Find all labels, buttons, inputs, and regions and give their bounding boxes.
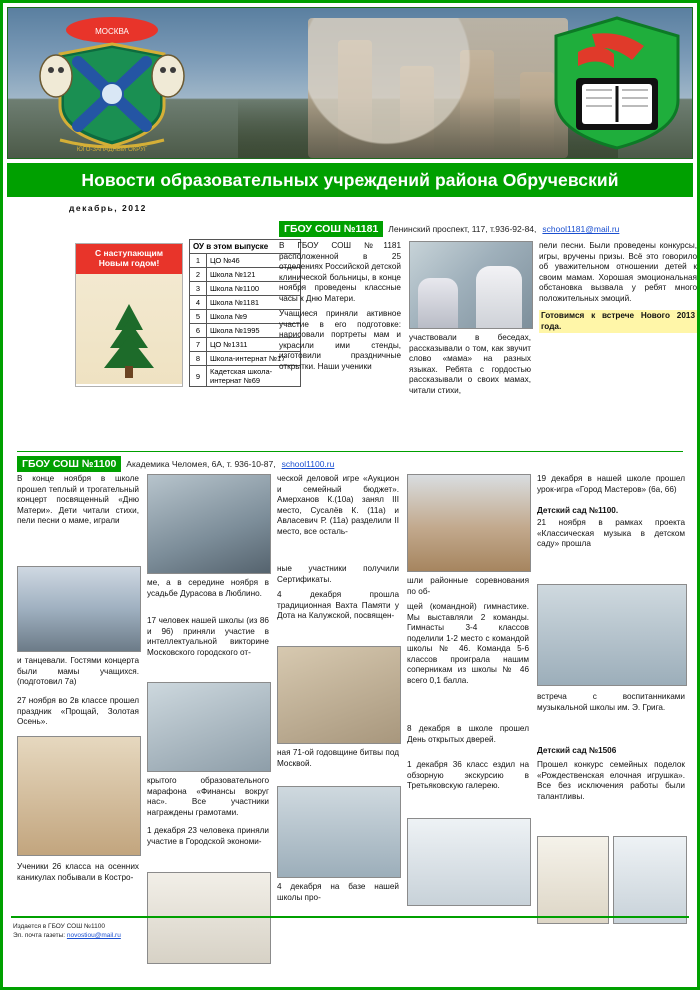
- article-1181-highlight: Готовимся к встрече Нового 2013 года.: [539, 310, 697, 333]
- article-1181-header: [279, 221, 697, 237]
- index-number: 4: [190, 296, 207, 310]
- article-1181-column-1: [279, 241, 401, 372]
- classroom-photo-1181: [409, 241, 533, 329]
- greeting-banner: [76, 244, 182, 274]
- index-name: Школа-интернат №17: [207, 352, 301, 366]
- article-1100-colB-para-2: 17 человек нашей школы (из 86 и 96) приняли участие в интеллектуальной викторине Московского городского от-: [147, 616, 269, 657]
- article-1100-colD-para-3: 8 декабря в школе прошел День открытых дверей.: [407, 724, 529, 744]
- index-name: ЦО №1311: [207, 338, 301, 352]
- handmade-toys-photo: [147, 872, 271, 964]
- top-block: [7, 221, 697, 447]
- article-1100-colB-para-3: крытого образовательного марафона «Финансы вокруг нас». Все участники награждены грамотами.: [147, 776, 269, 817]
- index-number: 8: [190, 352, 207, 366]
- page-title: Новости образовательных учреждений района Обручевский: [7, 163, 693, 197]
- article-1100-colE-para-6: Прошел конкурс семейных поделок «Рождественская елочная игрушка». Все без исключения работы были талантливы.: [537, 760, 685, 801]
- article-1181-body: [279, 241, 697, 441]
- footer-divider: [11, 916, 689, 918]
- issue-date: декабрь, 2012: [69, 203, 147, 213]
- masthead-banner: [7, 7, 693, 159]
- greeting-line2: Новым годом!: [98, 258, 160, 268]
- index-name: Кадетская школа-интернат №69: [207, 366, 301, 387]
- tower-shape: [400, 66, 434, 150]
- article-1100-colB-para-4: 1 декабря 23 человека приняли участие в Городской экономи-: [147, 826, 269, 846]
- index-number: 1: [190, 254, 207, 268]
- wooden-horse-toy-photo: [537, 836, 609, 924]
- article-1100-colE-para-3: 21 ноября в рамках проекта «Классическая музыка в детском саду» прошла: [537, 518, 685, 548]
- index-name: Школа №1995: [207, 324, 301, 338]
- coat-of-arms-south-western-district-icon: [22, 14, 202, 152]
- article-1100-colC-para-3: 4 декабря прошла традиционная Вахта Памяти у Дота на Калужской, посвящен-: [277, 590, 399, 620]
- article-1181-column-2: [409, 333, 531, 396]
- article-1100-header: [17, 451, 683, 472]
- tower-shape: [460, 50, 494, 150]
- index-number: 2: [190, 268, 207, 282]
- article-1100-colC-para-5: 4 декабря на базе нашей школы про-: [277, 882, 399, 902]
- index-name: ЦО №46: [207, 254, 301, 268]
- index-name: Школа №1181: [207, 296, 301, 310]
- index-number: 5: [190, 310, 207, 324]
- index-number: 3: [190, 282, 207, 296]
- school-1181-email-link[interactable]: school1181@mail.ru: [542, 224, 620, 234]
- index-number: 7: [190, 338, 207, 352]
- article-1100-colC-para-4: ная 71-ой годовщине битвы под Москвой.: [277, 748, 399, 768]
- footer-publisher: Издается в ГБОУ СОШ №1100: [13, 922, 105, 930]
- tower-shape: [520, 72, 554, 150]
- gymnastics-competition-photo: [407, 474, 531, 572]
- article-1100-colB-para-1: ме, а в середине ноября в усадьбе Дурасова в Люблино.: [147, 578, 269, 598]
- tower-shape: [338, 40, 372, 150]
- footer-email-label: Эл. почта газеты:: [13, 931, 67, 939]
- kids-in-costumes-photo: [17, 736, 141, 856]
- index-name: Школа №121: [207, 268, 301, 282]
- article-1100-colD-para-2: щей (командной) гимнастике. Мы выставляли 2 команды. Гимнасты 3-4 классов поделили 1-2 место с командой школы № 46. Команда 5-6 классов проиграла нашим соперникам из школы № 46 всего 0,1 балла.: [407, 602, 529, 685]
- index-name: Школа №1100: [207, 282, 301, 296]
- footer-email-link[interactable]: novostiou@mail.ru: [66, 931, 121, 939]
- school-1100-badge: ГБОУ СОШ №1100: [17, 456, 121, 472]
- svg-text:МОСКВА: МОСКВА: [95, 27, 129, 36]
- children-group-winter-photo: [407, 818, 531, 906]
- article-1181-para-4: пели песни. Были проведены конкурсы, игры, вручены призы. Всё это говорило об уважительном отношении детей к своим мамам. Хорошая эмоциональная обстановка вызвала у ребят много положительных эмоций.: [539, 241, 697, 303]
- school-1181-address: Ленинский проспект, 117, т.936-92-84,: [388, 224, 537, 234]
- concert-hall-photo: [17, 566, 141, 652]
- article-1100-colA-para-3: 27 ноября во 2в классе прошел праздник «Прощай, Золотая Осень».: [17, 696, 139, 726]
- school-corridor-photo: [277, 786, 401, 878]
- issue-date-row: [7, 199, 693, 221]
- content-area: [7, 221, 697, 944]
- article-1100-colA-para-4: Ученики 26 класса на осенних каникулах побывали в Костро-: [17, 862, 139, 882]
- new-year-tree-photo: [76, 274, 182, 384]
- article-1100-colE-para-1: 19 декабря в нашей школе прошел урок-игра «Город Мастеров» (6а, 66): [537, 474, 685, 494]
- svg-text:ЮГО-ЗАПАДНЫЙ ОКРУГ: ЮГО-ЗАПАДНЫЙ ОКРУГ: [76, 147, 148, 152]
- issue-index-title: ОУ в этом выпуске: [189, 239, 301, 253]
- article-1100-colA-para-1: В конце ноября в школе прошел теплый и трогательный концерт посвященный «Дню Матери». Дети читали стихи, пели песни о маме, играли: [17, 474, 139, 525]
- article-1100-colD-para-4: 1 декабря 36 класс ездил на обзорную экскурсию в Третьяковскую галерею.: [407, 760, 529, 790]
- index-name: Школа №9: [207, 310, 301, 324]
- new-year-greeting-card: [75, 243, 183, 387]
- article-1100-colA-para-2: и танцевали. Гостями концерта были мамы учащихся. (подготовил 7а): [17, 656, 139, 686]
- roundtable-meeting-photo: [277, 646, 401, 744]
- greeting-line1: С наступающим: [95, 248, 163, 259]
- school-1100-address: Академика Челомея, 6А, т. 936-10-87,: [126, 458, 276, 469]
- article-1181-para-2: Учащиеся приняли активное участие в его подготовке: нарисовали портреты мам и украсили ими стенды, изготовили праздничные открытки. Наши ученики: [279, 309, 401, 371]
- article-1100-colE-kindergarten-1100: Детский сад №1100.: [537, 506, 619, 515]
- classroom-lesson-photo: [537, 584, 687, 686]
- students-group-photo: [147, 682, 271, 772]
- article-1181-column-3: [539, 241, 697, 333]
- article-1100-colD-para-1: шли районные соревнования по об-: [407, 576, 529, 596]
- article-1100-colE-para-4: встреча с воспитанниками музыкальной школы им. Э. Грига.: [537, 692, 685, 712]
- article-1181-para-3: участвовали в беседах, рассказывали о том, как звучит слово «мама» на разных языках. Ребята с гордостью рассказывали о своих мамах, читали стихи,: [409, 333, 531, 395]
- article-1100-colE-kindergarten-1506: Детский сад №1506: [537, 746, 617, 755]
- article-1100-colC-para-2: ные участники получили Сертификаты.: [277, 564, 399, 584]
- article-1100-colC-para-1: ческой деловой игре «Аукцион и семейный бюджет». Амерханов К.(10а) занял III место, Сусалёв К. (11а) и Авласевич Р. (11а) разделили II место, все осталь-: [277, 474, 399, 536]
- school-1100-email-link[interactable]: school1100.ru: [281, 458, 335, 469]
- school-emblem-book-icon: [552, 16, 682, 150]
- school-1181-badge: ГБОУ СОШ №1181: [279, 221, 383, 237]
- group-photo-school-entrance: [147, 474, 271, 574]
- index-number: 6: [190, 324, 207, 338]
- index-number: 9: [190, 366, 207, 387]
- article-1100-body: [17, 474, 683, 944]
- article-1181-para-1: В ГБОУ СОШ №1181 расположенной в 25 отделениях Российской детской клинической больницы, в конце ноября проведены классные часы к Дню Матери.: [279, 241, 401, 303]
- footer: [13, 922, 313, 940]
- snow-sculpture-photo: [613, 836, 687, 924]
